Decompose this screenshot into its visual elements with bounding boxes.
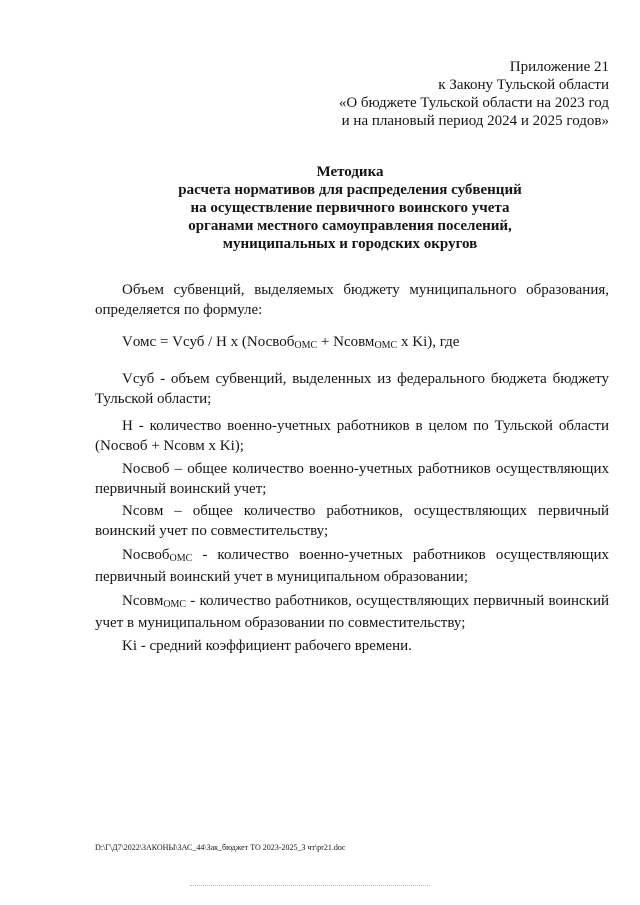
definition-subscript: ОМС — [169, 553, 193, 564]
intro-paragraph: Объем субвенций, выделяемых бюджету муниципального образования, определяется по формуле: — [95, 282, 609, 318]
formula-subscript: ОМС — [294, 340, 318, 351]
definition-nosvob: Nосвоб – общее количество военно-учетных работников осуществляющих первичный воинский учет; — [95, 461, 609, 497]
definition-nsovm: Nсовм – общее количество работников, осуществляющих первичный воинский учет по совместительству; — [95, 503, 609, 539]
formula-rhs: х Ki), где — [397, 334, 460, 350]
definition-nsovm-oms — [95, 591, 609, 633]
appendix-line: к Закону Тульской области — [438, 77, 609, 93]
title-line: органами местного самоуправления поселений, — [188, 218, 512, 234]
file-path-footer: D:\Г\Д7\2022\ЗАКОНЫ\ЗАС_44\Зак_бюджет ТО 2023-2025_3 чт\pr21.doc — [95, 843, 346, 852]
formula-lhs: Vомс = Vсуб / Н х (Nосвоб — [122, 334, 295, 350]
formula-mid: + Nсовм — [317, 334, 375, 350]
appendix-line: и на плановый период 2024 и 2025 годов» — [341, 113, 609, 129]
definition-ki: Ki - средний коэффициент рабочего времени. — [122, 638, 412, 654]
scan-artifact — [190, 885, 430, 887]
title-line: муниципальных и городских округов — [222, 236, 478, 252]
definition-text: - количество работников, осуществляющих первичный воинский учет в муниципальном образовании по совместительству; — [95, 593, 609, 631]
title-line: Методика — [316, 164, 384, 180]
definition-n: Н - количество военно-учетных работников в целом по Тульской области (Nосвоб + Nсовм х Ki); — [95, 418, 609, 454]
title-line: на осуществление первичного воинского учета — [190, 200, 510, 216]
appendix-header — [339, 58, 609, 130]
definition-text: - количество военно-учетных работников осуществляющих первичный воинский учет в муниципальном образовании; — [95, 547, 609, 585]
appendix-line: «О бюджете Тульской области на 2023 год — [338, 95, 609, 111]
definition-subscript: ОМС — [163, 599, 187, 610]
definition-symbol: Nсовм — [122, 593, 164, 609]
document-title — [0, 163, 640, 253]
definition-vsub: Vсуб - объем субвенций, выделенных из федерального бюджета бюджету Тульской области; — [95, 371, 609, 407]
formula — [122, 332, 459, 354]
definition-symbol: Nосвоб — [122, 547, 170, 563]
appendix-line: Приложение 21 — [509, 59, 609, 75]
formula-subscript: ОМС — [374, 340, 398, 351]
title-line: расчета нормативов для распределения субвенций — [178, 182, 522, 198]
definition-nosvob-oms — [95, 545, 609, 587]
